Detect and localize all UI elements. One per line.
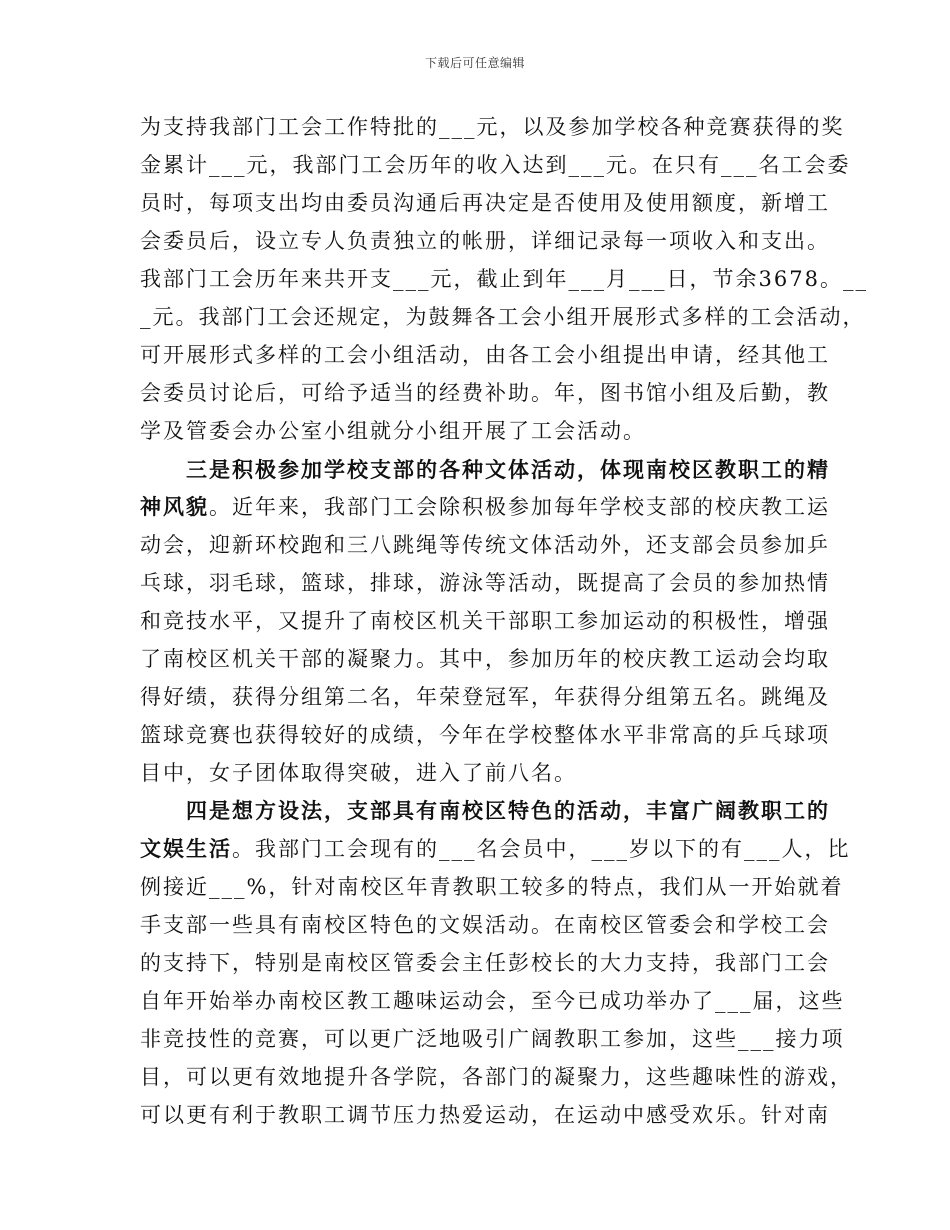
body-text: 得好绩，获得分组第二名，年荣登冠军，年获得分组第五名。跳绳及 xyxy=(140,685,830,709)
bold-heading-text: 四是想方设法，支部具有南校区特色的活动，丰富广阔教职工的 xyxy=(186,798,830,823)
body-text: 和竞技水平，又提升了南校区机关干部职工参加运动的积极性，增强 xyxy=(140,609,830,633)
text-line xyxy=(186,796,830,826)
body-text: 自年开始举办南校区教工趣味运动会，至今已成功举办了___届，这些 xyxy=(140,989,845,1013)
body-text: 动会，迎新环校跑和三八跳绳等传统文体活动外，还支部会员参加乒 xyxy=(140,533,830,557)
text-line xyxy=(140,758,577,788)
body-text: 金累计___元，我部门工会历年的收入达到___元。在只有___名工会委 xyxy=(140,153,851,177)
bold-heading-text: 文娱生活 xyxy=(140,836,232,861)
text-line xyxy=(140,302,866,332)
body-text: 乓球，羽毛球，篮球，排球，游泳等活动，既提高了会员的参加热情 xyxy=(140,571,830,595)
text-line xyxy=(140,568,830,598)
body-text: 的支持下，特别是南校区管委会主任彭校长的大力支持，我部门工会 xyxy=(140,951,830,975)
text-line xyxy=(140,948,830,978)
text-line xyxy=(140,378,830,408)
body-text: 例接近___%，针对南校区年青教职工较多的特点，我们从一开始就着 xyxy=(140,875,844,899)
text-line xyxy=(140,1062,853,1092)
body-text: 目中，女子团体取得突破，进入了前八名。 xyxy=(140,761,577,785)
body-text: 可以更有利于教职工调节压力热爱运动，在运动中感受欢乐。针对南 xyxy=(140,1103,830,1127)
body-text: _元。我部门工会还规定，为鼓舞各工会小组开展形式多样的工会活动， xyxy=(140,305,866,329)
text-line xyxy=(140,986,845,1016)
body-text: 学及管委会办公室小组就分小组开展了工会活动。 xyxy=(140,419,646,443)
text-line xyxy=(140,720,830,750)
text-line xyxy=(140,910,830,940)
body-text: 篮球竞赛也获得较好的成绩，今年在学校整体水平非常高的乒乓球项 xyxy=(140,723,830,747)
text-line xyxy=(140,644,830,674)
text-line xyxy=(140,226,830,256)
text-line xyxy=(140,606,830,636)
body-text: 会委员讨论后，可给予适当的经费补助。年，图书馆小组及后勤，教 xyxy=(140,381,830,405)
body-text: 目，可以更有效地提升各学院，各部门的凝聚力，这些趣味性的游戏， xyxy=(140,1065,853,1089)
text-line xyxy=(140,264,868,294)
body-text: 员时，每项支出均由委员沟通后再决定是否使用及使用额度，新增工 xyxy=(140,191,830,215)
text-line xyxy=(140,150,851,180)
bold-heading-text: 神风貌 xyxy=(140,494,209,519)
text-line xyxy=(140,530,830,560)
body-text: 。近年来，我部门工会除积极参加每年学校支部的校庆教工运 xyxy=(209,495,830,519)
text-line xyxy=(140,1024,845,1054)
text-line xyxy=(140,1100,830,1130)
body-text: 了南校区机关干部的凝聚力。其中，参加历年的校庆教工运动会均取 xyxy=(140,647,830,671)
body-text: 可开展形式多样的工会小组活动，由各工会小组提出申请，经其他工 xyxy=(140,343,830,367)
body-text: 手支部一些具有南校区特色的文娱活动。在南校区管委会和学校工会 xyxy=(140,913,830,937)
text-line xyxy=(140,112,845,142)
body-text: 我部门工会历年来共开支___元，截止到年___月___日，节余3678。__ xyxy=(140,267,868,291)
text-line xyxy=(140,834,851,864)
text-line xyxy=(140,872,844,902)
text-line xyxy=(186,455,830,485)
text-line xyxy=(140,340,830,370)
body-text: 。我部门工会现有的___名会员中，___岁以下的有___人，比 xyxy=(232,837,851,861)
body-text: 非竞技性的竞赛，可以更广泛地吸引广阔教职工参加，这些___接力项 xyxy=(140,1027,845,1051)
text-line xyxy=(140,416,646,446)
bold-heading-text: 三是积极参加学校支部的各种文体活动，体现南校区教职工的精 xyxy=(186,457,830,482)
page-header: 下载后可任意编辑 xyxy=(424,56,525,70)
text-line xyxy=(140,492,830,522)
text-line xyxy=(140,682,830,712)
body-text: 为支持我部门工会工作特批的___元，以及参加学校各种竞赛获得的奖 xyxy=(140,115,845,139)
body-text: 会委员后，设立专人负责独立的帐册，详细记录每一项收入和支出。 xyxy=(140,229,830,253)
text-line xyxy=(140,188,830,218)
